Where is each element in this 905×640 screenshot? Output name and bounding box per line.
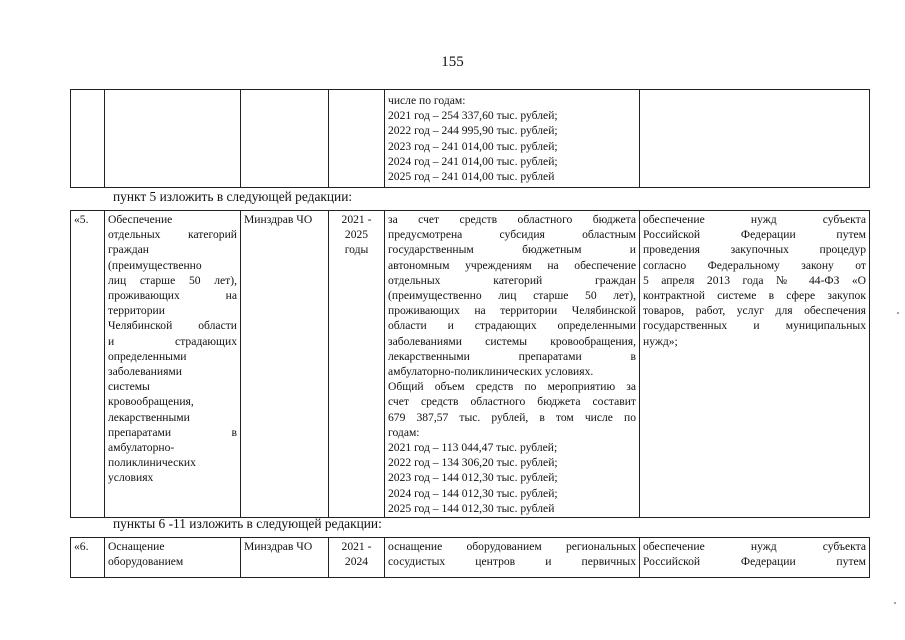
purpose-line: государственных и муниципальных (643, 319, 866, 333)
purpose-line: согласно Федеральному закону от (643, 258, 866, 272)
continuation-table (70, 89, 870, 188)
funding-line: числе по годам: (388, 94, 466, 107)
funding-line: государственным бюджетным и (388, 243, 636, 257)
cell-purpose (640, 90, 870, 188)
name-line: Обеспечение (108, 213, 173, 226)
purpose-line: 5 апреля 2013 года № 44-ФЗ «О (643, 273, 866, 287)
row6-name (105, 538, 241, 578)
funding-line: предусмотрена субсидия областным (388, 228, 636, 242)
cell-executor (241, 90, 329, 188)
funding-line: лекарственными препаратами в (388, 349, 636, 363)
row5-funding (385, 211, 640, 518)
funding-line: 679 387,57 тыс. рублей, в том числе по (388, 410, 636, 424)
purpose-line: нужд»; (643, 334, 678, 348)
funding-line: 2021 год – 113 044,47 тыс. рублей; (388, 441, 558, 455)
funding-line: (преимущественно лиц старше 50 лет), (388, 289, 636, 303)
funding-line: 2021 год – 254 337,60 тыс. рублей; (388, 109, 558, 123)
scan-speck (894, 602, 896, 604)
funding-line: Общий объем средств по мероприятию за (388, 380, 636, 394)
funding-line: области и страдающих определенными (388, 319, 636, 333)
row5-purpose (640, 211, 870, 518)
name-line: амбулаторно- (108, 441, 175, 455)
name-line: Оснащение (108, 540, 165, 553)
funding-line: проживающих на территории Челябинской (388, 304, 636, 318)
cell-period (329, 90, 385, 188)
instruction-point-5: пункт 5 изложить в следующей редакции: (113, 189, 353, 204)
scan-speck (897, 312, 899, 314)
funding-line: амбулаторно-поликлинических условиях. (388, 365, 594, 379)
name-line: поликлинических (108, 456, 196, 470)
row5-period: 2021 - 2025 годы (329, 211, 385, 518)
funding-line: оснащение оборудованием региональных (388, 540, 636, 553)
name-line: оборудованием (108, 555, 184, 569)
purpose-line: обеспечение нужд субъекта (643, 540, 866, 553)
name-line: лекарственными (108, 410, 190, 424)
page-number: 155 (441, 54, 464, 70)
row5-num: «5. (71, 211, 105, 518)
funding-line: автономным учреждениям на обеспечение (388, 258, 636, 272)
row5-name (105, 211, 241, 518)
name-line: Челябинской области (108, 319, 237, 333)
funding-line: 2022 год – 244 995,90 тыс. рублей; (388, 124, 558, 138)
purpose-line: проведения закупочных процедур (643, 243, 866, 257)
row6-funding (385, 538, 640, 578)
funding-line: 2022 год – 134 306,20 тыс. рублей; (388, 456, 558, 470)
row6-num: «6. (71, 538, 105, 578)
name-line: территории (108, 304, 165, 318)
funding-line: отдельных категорий граждан (388, 273, 636, 287)
row6-table (70, 537, 870, 578)
instruction-points-6-11: пункты 6 -11 изложить в следующей редакции: (113, 516, 382, 531)
name-line: (преимущественно (108, 258, 202, 272)
name-line: граждан (108, 243, 149, 257)
name-line: и страдающих (108, 334, 237, 348)
purpose-line: контрактной системе в сфере закупок (643, 289, 866, 303)
row6-purpose (640, 538, 870, 578)
name-line: заболеваниями (108, 365, 182, 379)
funding-line: 2023 год – 144 012,30 тыс. рублей; (388, 471, 558, 485)
funding-line: 2024 год – 144 012,30 тыс. рублей; (388, 486, 558, 500)
row6-executor: Минздрав ЧО (241, 538, 329, 578)
name-line: системы (108, 380, 150, 394)
name-line: определенными (108, 349, 187, 363)
purpose-line: Российской Федерации путем (643, 228, 866, 242)
funding-line: годам: (388, 425, 420, 439)
row5-table (70, 210, 870, 518)
row6-period: 2021 - 2024 (329, 538, 385, 578)
funding-line: заболеваниями системы кровообращения, (388, 334, 636, 348)
funding-line: 2025 год – 241 014,00 тыс. рублей (388, 170, 555, 184)
cell-name (105, 90, 241, 188)
name-line: условиях (108, 471, 154, 485)
purpose-line: товаров, работ, услуг для обеспечения (643, 304, 866, 318)
name-line: лиц старше 50 лет), (108, 273, 237, 287)
cell-funding (385, 90, 640, 188)
funding-line: за счет средств областного бюджета (388, 213, 636, 226)
funding-line: счет средств областного бюджета составит (388, 395, 636, 409)
name-line: препаратами в (108, 425, 237, 439)
name-line: отдельных категорий (108, 228, 237, 242)
funding-line: сосудистых центров и первичных (388, 555, 636, 569)
funding-line: 2023 год – 241 014,00 тыс. рублей; (388, 139, 558, 153)
funding-line: 2025 год – 144 012,30 тыс. рублей (388, 501, 555, 515)
purpose-line: обеспечение нужд субъекта (643, 213, 866, 226)
name-line: проживающих на (108, 289, 237, 303)
cell-num (71, 90, 105, 188)
row5-executor: Минздрав ЧО (241, 211, 329, 518)
funding-line: 2024 год – 241 014,00 тыс. рублей; (388, 154, 558, 168)
name-line: кровообращения, (108, 395, 194, 409)
purpose-line: Российской Федерации путем (643, 555, 866, 569)
